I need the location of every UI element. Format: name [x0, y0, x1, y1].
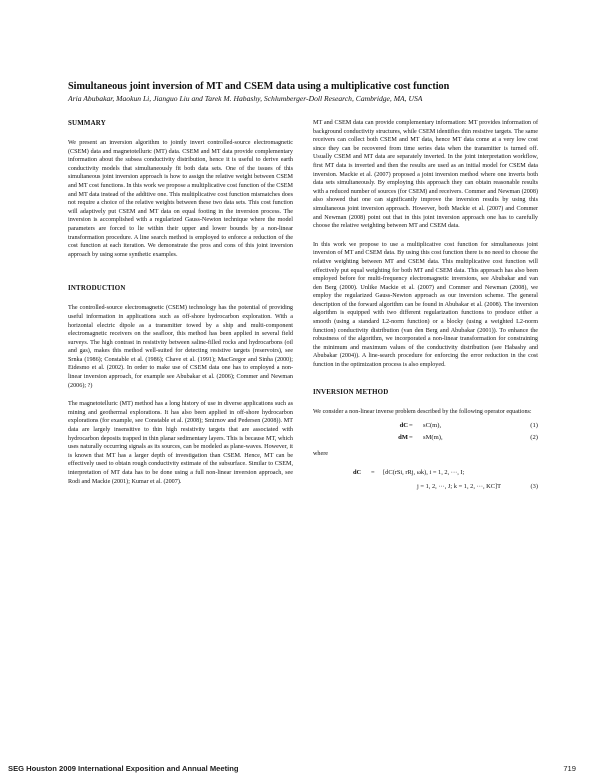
- inversion-method-heading: INVERSION METHOD: [313, 388, 389, 396]
- left-column: [68, 119, 293, 486]
- where-text: where: [313, 451, 329, 458]
- equation-2-lhs: dM: [398, 434, 408, 442]
- introduction-paragraph-2: The magnetotelluric (MT) method has a long history of use in diverse applications such as mining and geothermal explorations. It has also been applied in off-shore hydrocarbon explorations (for example, see Constable et al. (2008); Smirnov and Pedersen (2008)). MT data are largely insensitive to thin high resistivity targets that are associated with hydrocarbon deposits trapped in thin planar sedimentary layers. This is because MT, which uses naturally occurring signals as its sources, can be modeled as plane-waves. However, it is known that MT has a larger depth of investigation than CSEM. Hence, MT can be effectively used to obtain rough conductivity estimate of the subsurface. Similar to CSEM, interpretation of MT data has to be done using a full non-linear inversion approach, see Rodi and Mackie (2001); Kumar et al. (2007).: [68, 401, 293, 485]
- right-paragraph-2: In this work we propose to use a multiplicative cost function for simultaneous joint inversion of MT and CSEM data. By using this cost function there is no need to choose the relative weighting between MT and CSEM data. This multiplicative cost function will effectively put equal weighting for both MT and CSEM data. This approach has also been employed before for multi-frequency electromagnetic inversions, see Abubakar and van den Berg (2000). Unlike Mackie et al. (2007) and Commer and Newman (2008), we employ the regularized Gauss-Newton approach as our inversion scheme. The general description of the forward algorithm can be found in Abubakar et al. (2008). The inversion algorithm is equipped with two different regularization functions to produce either a smooth (using a standard L2-norm function) or a blocky (using a weighted L2-norm function) conductivity distribution (van den Berg and Abubakar (2001)). To enhance the robustness of the algorithm, we incorporated a non-linear transformation for constraining the minimum and maximum values of the conductivity distribution (see Habashy and Abubakar (2004)). A line-search procedure for enforcing the error reduction in the cost function in the optimization process is also employed.: [313, 241, 538, 369]
- equation-2-rhs: sM(m),: [423, 434, 443, 442]
- right-paragraph-1: MT and CSEM data can provide complementary information: MT provides information of background conductivity structures, while CSEM identifies thin resistive targets. The same receivers can collect both CSEM and MT data, hence MT data come at a very low cost since they can be recovered from time series data when the transmitter is turned off. Usually CSEM and MT data are separately inverted. In the joint interpretation workflow, first MT data is inverted and then the results are used as an initial model for CSEM data inversion. Mackie et al. (2007) proposed a joint inversion method where one inverts both data sets simultaneously. By employing this approach they can obtain reasonable results with a reduced number of sources (for CSEM) and receivers. Commer and Newman (2008) also showed that one can significantly improve the inversion results by using this simultaneous joint inversion approach. However, both Mackie et al. (2007) and Commer and Newman (2008) point out that in this joint inversion approach one has to carefully choose the relative weighting between MT and CSEM data.: [313, 120, 538, 230]
- equation-2-number: (2): [530, 434, 538, 442]
- right-column: [313, 119, 538, 491]
- equation-1-rhs: sC(m),: [423, 422, 442, 430]
- footer-conference: SEG Houston 2009 International Exposition and Annual Meeting: [8, 764, 239, 773]
- equation-3-number: (3): [530, 483, 538, 491]
- paper-title: Simultaneous joint inversion of MT and CSEM data using a multiplicative cost function: [68, 81, 450, 92]
- page-footer: [0, 764, 600, 776]
- equation-2: dM = sM(m), (2): [398, 434, 538, 442]
- equation-3-line-1: [dC(rSi, rRj, ωk), i = 1, 2, ···, I;: [383, 469, 465, 477]
- introduction-paragraph-1: The controlled-source electromagnetic (CSEM) technology has the potential of providing useful information in applications such as off-shore hydrocarbon exploration. With a horizontal electric dipole as a transmitter towed by a ship and multi-component electromagnetic receivers on the seafloor, this method has been applied in several field surveys. The high contrast in resistivity between saline-filled rocks and hydrocarbons (oil and gas), makes this method well-suited for detecting resistive targets (reservoirs), see Srnka (1986); Constable et al. (1986); Chave et al. (1991); MacGregor and Sinha (2000); Eidesmo et al. (2002). In order to make use of CSEM data one has to employed a non-linear inversion approach, for example see Abubakar et al. (2006); Commer and Newman (2006); ?): [68, 305, 293, 389]
- equation-3-lhs: dC: [353, 469, 362, 477]
- paper-authors: Aria Abubakar, Maokun Li, Jianguo Liu and Tarek M. Habashy, Schlumberger-Doll Research, Cambridge, MA, USA: [68, 94, 423, 103]
- introduction-heading: INTRODUCTION: [68, 285, 126, 293]
- equation-1-lhs: dC: [399, 422, 408, 430]
- equation-3: dC = [dC(rSi, rRj, ωk), i = 1, 2, ···, I; j = 1, 2, ···, J; k = 1, 2, ···, KC]T (3): [353, 469, 538, 491]
- summary-heading: SUMMARY: [68, 120, 106, 127]
- summary-paragraph: We present an inversion algorithm to jointly invert controlled-source electromagnetic (CSEM) data and magnetotelluric (MT) data. CSEM and MT data provide complementary information about the subsea conductivity distribution, hence it is useful to derive earth conductivity models that simultaneously fit both data sets. One of the issues of this simultaneous joint inversion approach is how to assign the relative weight between CSEM and MT cost functions. In this work we propose a multiplicative cost function of the CSEM and MT data instead of the additive one. This multiplicative cost function mismatches does not require a choice of the relative weights between these two data sets. This cost function will adaptively put CSEM and MT data on equal footing in the inversion process. The inversion is accomplished with a regularized Gauss-Newton technique where the model parameters are forced to lie within their upper and lower bounds by a non-linear transformation procedure. A line search method is employed to enforce a reduction of the cost function at each iteration. We demonstrate the pros and cons of this joint inversion approach by using some synthetic examples.: [68, 140, 294, 258]
- method-intro: We consider a non-linear inverse problem described by the following operator equations:: [313, 408, 532, 415]
- equation-1-number: (1): [530, 422, 538, 430]
- page-number: 719: [563, 764, 576, 773]
- equation-3-line-2: j = 1, 2, ···, J; k = 1, 2, ···, KC]T: [417, 483, 502, 491]
- equation-1: dC = sC(m), (1): [399, 422, 538, 430]
